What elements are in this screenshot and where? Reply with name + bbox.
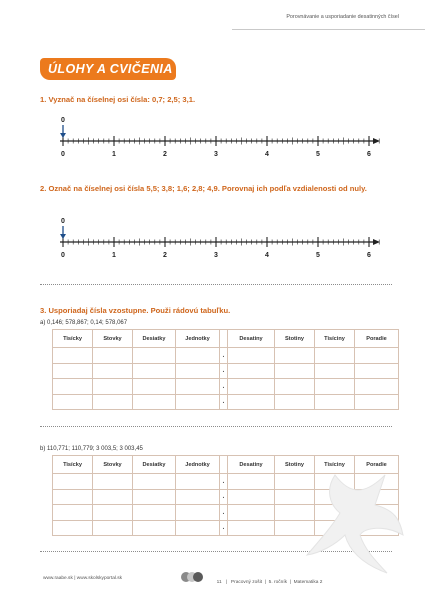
table-cell[interactable] <box>176 394 220 410</box>
table-cell[interactable] <box>355 379 399 395</box>
table-cell[interactable] <box>176 474 220 490</box>
table-cell[interactable] <box>53 394 93 410</box>
table-cell[interactable] <box>93 505 133 521</box>
task-3-text: 3. Usporiadaj čísla vzostupne. Použi rádovú tabuľku. <box>40 306 231 315</box>
separator-header <box>220 330 228 348</box>
task-1-text: 1. Vyznač na číselnej osi čísla: 0,7; 2,5; 3,1. <box>40 95 196 104</box>
table-cell[interactable] <box>133 379 176 395</box>
column-header: Stovky <box>93 330 133 348</box>
column-header: Jednotky <box>176 456 220 474</box>
tick-label: 3 <box>214 151 218 158</box>
table-cell[interactable] <box>53 505 93 521</box>
column-header: Desiatky <box>133 330 176 348</box>
zero-arrow-icon <box>60 133 66 138</box>
column-header: Tisícky <box>53 330 93 348</box>
zero-arrow-icon <box>60 234 66 239</box>
table-row <box>53 363 399 379</box>
tick-label: 1 <box>112 151 116 158</box>
column-header: Poradie <box>355 330 399 348</box>
table-cell[interactable] <box>228 379 275 395</box>
table-cell[interactable] <box>133 474 176 490</box>
table-cell[interactable] <box>315 363 355 379</box>
separator-header <box>220 456 228 474</box>
table-cell[interactable] <box>355 363 399 379</box>
table-cell[interactable] <box>275 394 315 410</box>
answer-line[interactable] <box>40 426 392 427</box>
table-cell[interactable] <box>93 489 133 505</box>
table-cell[interactable] <box>93 520 133 536</box>
column-header: Stotiny <box>275 456 315 474</box>
header-rule <box>232 29 425 30</box>
tick-label: 4 <box>265 252 269 259</box>
column-header: Jednotky <box>176 330 220 348</box>
decimal-separator: . <box>220 489 228 505</box>
decorative-figure-icon <box>305 465 405 575</box>
column-header: Stotiny <box>275 330 315 348</box>
decimal-separator: . <box>220 520 228 536</box>
decimal-separator: . <box>220 379 228 395</box>
table-cell[interactable] <box>93 363 133 379</box>
axis-arrow-icon <box>373 239 380 245</box>
tick-label: 0 <box>61 151 65 158</box>
decimal-separator: . <box>220 505 228 521</box>
axis-arrow-icon <box>373 138 380 144</box>
table-cell[interactable] <box>315 379 355 395</box>
table-row <box>53 379 399 395</box>
decimal-separator: . <box>220 348 228 364</box>
table-cell[interactable] <box>228 505 275 521</box>
tick-label: 6 <box>367 252 371 259</box>
tick-label: 5 <box>316 151 320 158</box>
footer-website: www.raabe.sk | www.skolskyportal.sk <box>43 576 123 581</box>
table-cell[interactable] <box>133 394 176 410</box>
tick-label: 3 <box>214 252 218 259</box>
table-cell[interactable] <box>133 505 176 521</box>
answer-line[interactable] <box>40 284 392 285</box>
table-cell[interactable] <box>275 379 315 395</box>
tick-label: 1 <box>112 252 116 259</box>
table-cell[interactable] <box>93 474 133 490</box>
table-cell[interactable] <box>275 348 315 364</box>
tick-label: 2 <box>163 151 167 158</box>
page-number: 11 <box>216 580 222 585</box>
section-title: ÚLOHY A CVIČENIA <box>48 62 173 76</box>
table-cell[interactable] <box>53 379 93 395</box>
column-header: Poradie <box>355 456 399 474</box>
table-cell[interactable] <box>133 363 176 379</box>
table-cell[interactable] <box>228 363 275 379</box>
table-cell[interactable] <box>355 348 399 364</box>
column-header: Desatiny <box>228 330 275 348</box>
running-title: Porovnávanie a usporiadanie desatinných čísel <box>286 14 399 20</box>
table-cell[interactable] <box>93 348 133 364</box>
table-cell[interactable] <box>53 348 93 364</box>
column-header: Tisíciny <box>315 330 355 348</box>
table-cell[interactable] <box>53 363 93 379</box>
decimal-separator: . <box>220 363 228 379</box>
table-a-label: a) 0,146; 578,867; 0,14; 578,067 <box>40 320 128 326</box>
table-row <box>53 348 399 364</box>
column-header: Desatiny <box>228 456 275 474</box>
tick-label: 6 <box>367 151 371 158</box>
table-cell[interactable] <box>355 394 399 410</box>
table-cell[interactable] <box>176 363 220 379</box>
table-cell[interactable] <box>176 489 220 505</box>
column-header: Tisícky <box>53 456 93 474</box>
publisher-logo-icon <box>180 570 204 584</box>
table-row <box>53 394 399 410</box>
column-header: Desiatky <box>133 456 176 474</box>
table-cell[interactable] <box>53 489 93 505</box>
tick-label: 4 <box>265 151 269 158</box>
tick-label: 0 <box>61 252 65 259</box>
zero-marker-label: 0 <box>61 218 65 225</box>
table-cell[interactable] <box>228 520 275 536</box>
table-cell[interactable] <box>93 394 133 410</box>
decimal-separator: . <box>220 394 228 410</box>
table-cell[interactable] <box>228 394 275 410</box>
place-value-table-a <box>52 329 399 410</box>
table-cell[interactable] <box>315 348 355 364</box>
table-cell[interactable] <box>176 348 220 364</box>
tick-label: 5 <box>316 252 320 259</box>
column-header: Tisíciny <box>315 456 355 474</box>
table-cell[interactable] <box>228 474 275 490</box>
table-cell[interactable] <box>133 348 176 364</box>
table-cell[interactable] <box>176 520 220 536</box>
table-cell[interactable] <box>53 474 93 490</box>
table-cell[interactable] <box>53 520 93 536</box>
table-cell[interactable] <box>176 379 220 395</box>
table-cell[interactable] <box>93 379 133 395</box>
table-cell[interactable] <box>176 505 220 521</box>
tick-label: 2 <box>163 252 167 259</box>
table-cell[interactable] <box>133 520 176 536</box>
table-cell[interactable] <box>275 363 315 379</box>
table-cell[interactable] <box>133 489 176 505</box>
table-cell[interactable] <box>315 394 355 410</box>
zero-marker-label: 0 <box>61 117 65 124</box>
table-cell[interactable] <box>228 348 275 364</box>
section-banner <box>40 58 176 80</box>
footer-book: Pracovný zošit | 5. ročník | Matematika 2 <box>230 580 323 585</box>
table-b-label: b) 110,771; 110,779; 3 003,5; 3 003,45 <box>40 446 143 452</box>
table-cell[interactable] <box>228 489 275 505</box>
decimal-separator: . <box>220 474 228 490</box>
task-2-text: 2. Označ na číselnej osi čísla 5,5; 3,8; 1,6; 2,8; 4,9. Porovnaj ich podľa vzdialenosti od nuly. <box>40 184 367 193</box>
column-header: Stovky <box>93 456 133 474</box>
